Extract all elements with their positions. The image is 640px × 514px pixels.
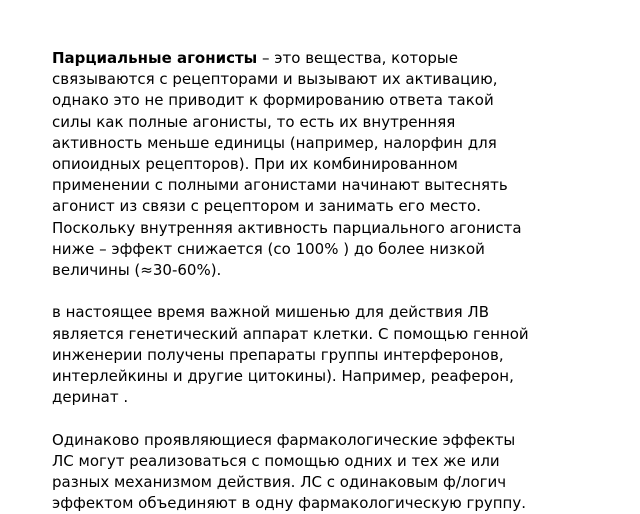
text-line: опиоидных рецепторов). При их комбинированном	[52, 155, 458, 174]
text-line: разных механизмом действия. ЛС с одинаковым ф/логич	[52, 473, 507, 492]
paragraph-spacer	[52, 281, 622, 302]
text-line: в настоящее время важной мишенью для действия ЛВ	[52, 303, 489, 322]
text-line: является генетический аппарат клетки. С помощью генной	[52, 324, 529, 343]
paragraph-genetic-target	[52, 302, 622, 408]
text-line-fragment: – это вещества, которые	[257, 49, 458, 67]
text-line: интерлейкины и другие цитокины). Например, реаферон,	[52, 367, 514, 386]
text-line: связываются с рецепторами и вызывают их активацию,	[52, 70, 498, 89]
paragraph-partial-agonists	[52, 48, 622, 281]
text-line: деринат .	[52, 388, 129, 407]
term-partial-agonists: Парциальные агонисты	[52, 49, 258, 67]
text-line: агонист из связи с рецептором и занимать его место.	[52, 197, 481, 216]
document-text	[52, 48, 622, 514]
paragraph-spacer	[52, 408, 622, 429]
text-line: ниже – эффект снижается (со 100% ) до более низкой	[52, 239, 485, 258]
text-line: силы как полные агонисты, то есть их внутренняя	[52, 112, 456, 131]
text-line: применении с полными агонистами начинают вытеснять	[52, 176, 508, 195]
text-line: однако это не приводит к формированию ответа такой	[52, 91, 494, 110]
text-line: инженерии получены препараты группы интерферонов,	[52, 345, 504, 364]
text-line: Поскольку внутренняя активность парциального агониста	[52, 218, 522, 237]
paragraph-pharmacological-group	[52, 430, 622, 514]
text-line: Одинаково проявляющиеся фармакологические эффекты	[52, 430, 516, 449]
text-line: ЛС могут реализоваться с помощью одних и тех же или	[52, 451, 500, 470]
text-line: величины (≈30-60%).	[52, 261, 222, 280]
text-line: активность меньше единицы (например, налорфин для	[52, 133, 497, 152]
text-line: эффектом объединяют в одну фармакологическую группу.	[52, 494, 527, 513]
text-line	[52, 48, 622, 69]
